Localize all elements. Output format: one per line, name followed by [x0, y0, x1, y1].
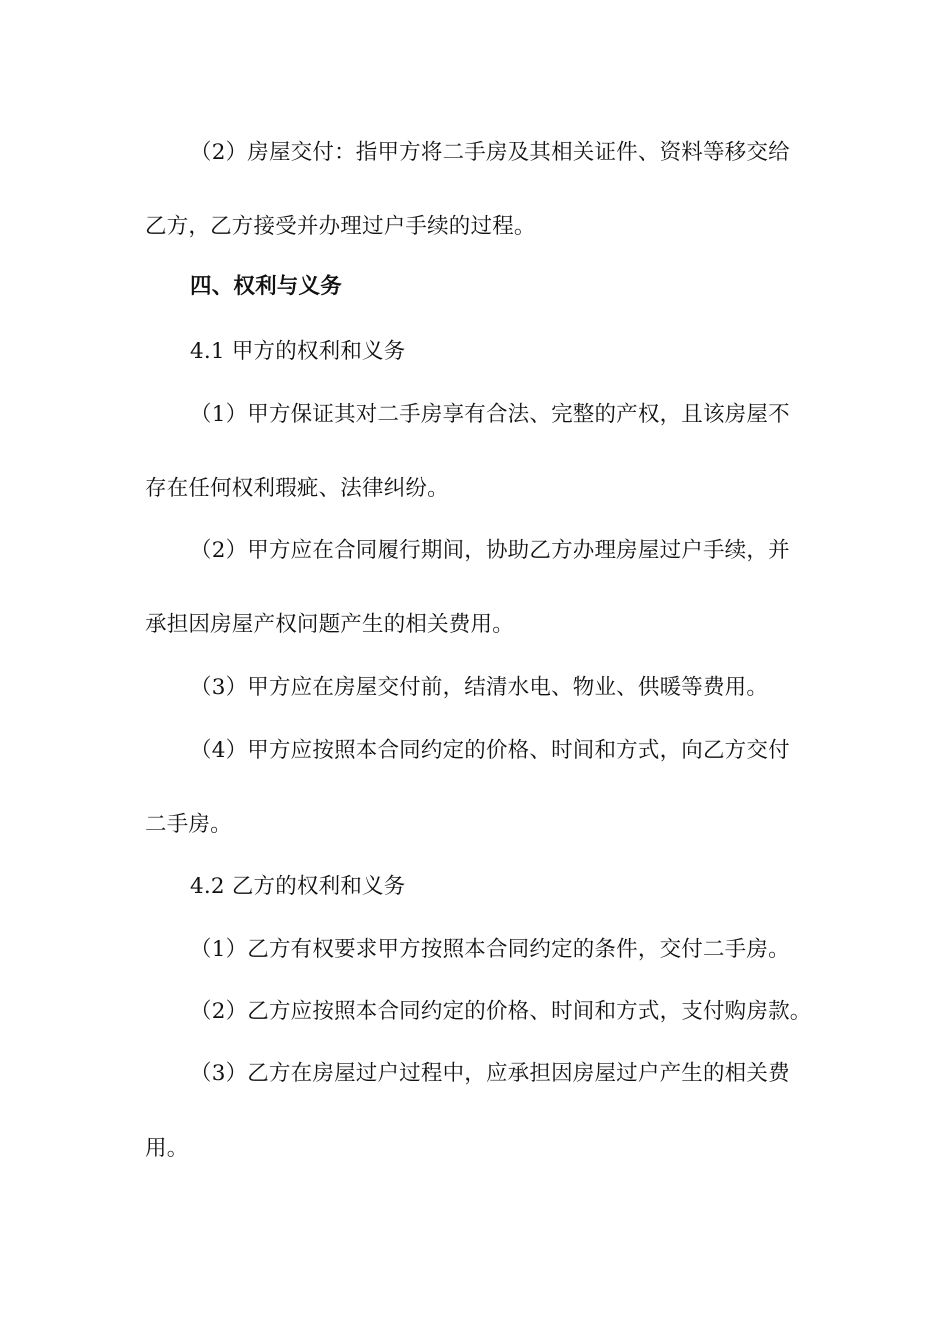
- paragraph-line: 乙方，乙方接受并办理过户手续的过程。: [145, 214, 536, 239]
- paragraph-line: 二手房。: [145, 812, 232, 837]
- paragraph-line: 承担因房屋产权问题产生的相关费用。: [145, 612, 514, 637]
- paragraph-line: （3）甲方应在房屋交付前，结清水电、物业、供暖等费用。: [190, 675, 769, 700]
- section-heading: 四、权利与义务: [190, 274, 342, 299]
- subsection-heading: 4.2 乙方的权利和义务: [190, 874, 406, 899]
- paragraph-line: （1）甲方保证其对二手房享有合法、完整的产权，且该房屋不: [190, 402, 790, 427]
- paragraph-line: 用。: [145, 1136, 189, 1161]
- paragraph-line: （2）房屋交付：指甲方将二手房及其相关证件、资料等移交给: [190, 140, 790, 165]
- paragraph-line: （2）甲方应在合同履行期间，协助乙方办理房屋过户手续，并: [190, 538, 790, 563]
- subsection-heading: 4.1 甲方的权利和义务: [190, 339, 406, 364]
- paragraph-line: （1）乙方有权要求甲方按照本合同约定的条件，交付二手房。: [190, 937, 790, 962]
- paragraph-line: （3）乙方在房屋过户过程中，应承担因房屋过户产生的相关费: [190, 1061, 790, 1086]
- paragraph-line: 存在任何权利瑕疵、法律纠纷。: [145, 476, 449, 501]
- paragraph-line: （4）甲方应按照本合同约定的价格、时间和方式，向乙方交付: [190, 738, 790, 763]
- paragraph-line: （2）乙方应按照本合同约定的价格、时间和方式，支付购房款。: [190, 999, 812, 1024]
